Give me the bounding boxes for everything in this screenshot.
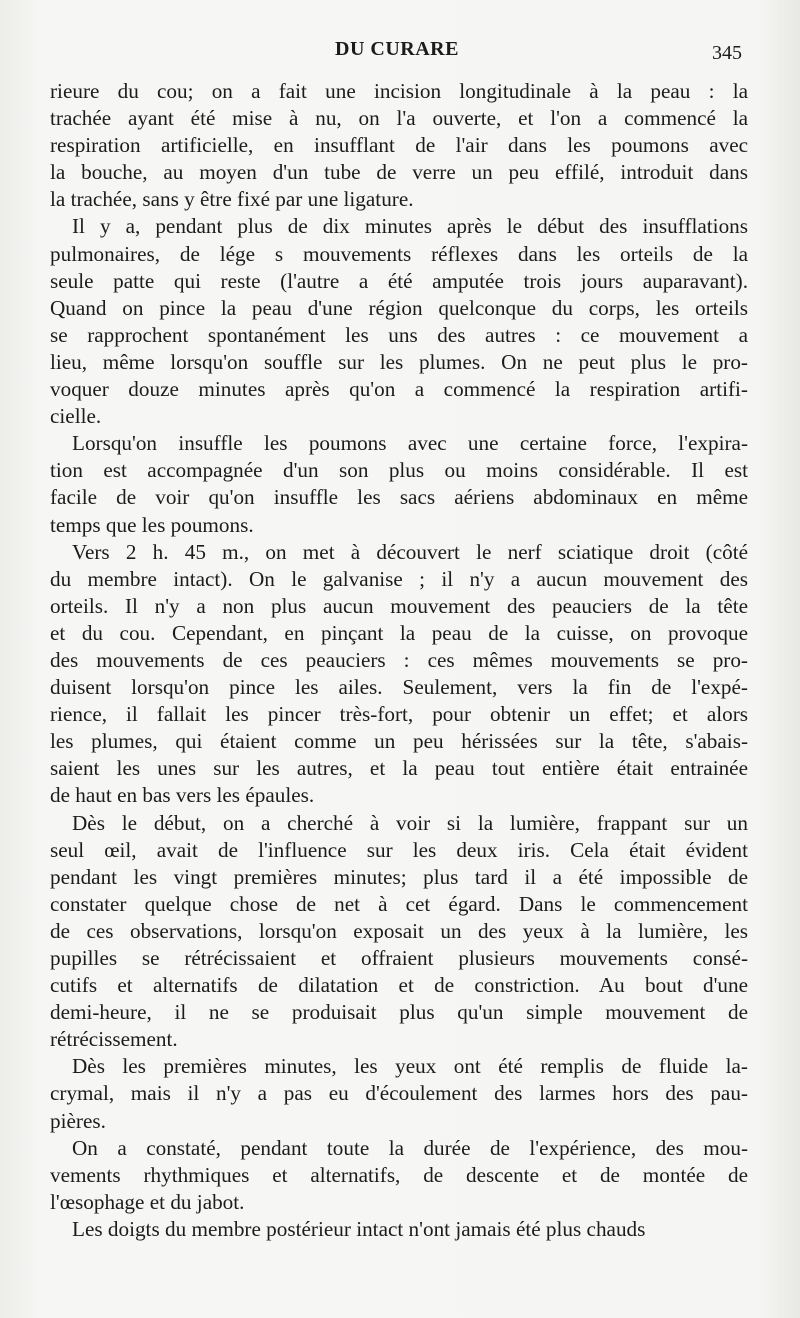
text-line: Quand on pince la peau d'une région quelconque du corps, les orteils: [50, 295, 748, 320]
text-line: les plumes, qui étaient comme un peu hérissées sur la tête, s'abais-: [50, 729, 748, 754]
text-line: et du cou. Cependant, en pinçant la peau de la cuisse, on provoque: [50, 620, 748, 645]
text-line: pendant les vingt premières minutes; plus tard il a été impossible de: [50, 864, 748, 889]
paragraph: [50, 430, 748, 538]
page-number: 345: [712, 42, 742, 64]
text-line: constater quelque chose de net à cet égard. Dans le commencement: [50, 891, 748, 916]
text-line: de haut en bas vers les épaules.: [50, 783, 315, 808]
text-line: duisent lorsqu'on pince les ailes. Seulement, vers la fin de l'expé-: [50, 675, 748, 700]
text-line: rieure du cou; on a fait une incision longitudinale à la peau : la: [50, 79, 748, 103]
paragraph: [50, 1053, 748, 1134]
text-line: la bouche, au moyen d'un tube de verre un peu effilé, introduit dans: [50, 160, 748, 185]
text-line: On a constaté, pendant toute la durée de l'expérience, des mou-: [72, 1135, 748, 1160]
text-line: des mouvements de ces peauciers : ces mêmes mouvements se pro-: [50, 647, 748, 672]
text-line: Vers 2 h. 45 m., on met à découvert le nerf sciatique droit (côté: [72, 539, 748, 564]
paragraph: [50, 1216, 748, 1243]
text-line: du membre intact). On le galvanise ; il n'y a aucun mouvement des: [50, 566, 748, 591]
text-line: de ces observations, lorsqu'on exposait un des yeux à la lumière, les: [50, 918, 748, 943]
text-line: Lorsqu'on insuffle les poumons avec une certaine force, l'expira-: [72, 431, 748, 456]
running-title: DU CURARE: [335, 38, 459, 60]
text-line: cielle.: [50, 404, 102, 429]
text-line: respiration artificielle, en insufflant de l'air dans les poumons avec: [50, 133, 748, 158]
text-line: pupilles se rétrécissaient et offraient plusieurs mouvements consé-: [50, 946, 748, 970]
text-line: tion est accompagnée d'un son plus ou moins considérable. Il est: [50, 458, 748, 483]
text-line: orteils. Il n'y a non plus aucun mouvement des peauciers de la tête: [50, 593, 748, 618]
text-line: Dès le début, on a cherché à voir si la lumière, frappant sur un: [72, 810, 748, 835]
paragraph: [50, 810, 748, 1054]
text-line: facile de voir qu'on insuffle les sacs aériens abdominaux en même: [50, 485, 748, 510]
text-line: Les doigts du membre postérieur intact n'ont jamais été plus chauds: [72, 1216, 646, 1241]
text-line: seul œil, avait de l'influence sur les deux iris. Cela était évident: [50, 837, 748, 862]
text-line: l'œsophage et du jabot.: [50, 1189, 245, 1214]
text-line: la trachée, sans y être fixé par une ligature.: [50, 187, 414, 212]
text-line: se rapprochent spontanément les uns des autres : ce mouvement a: [50, 322, 748, 347]
text-line: cutifs et alternatifs de dilatation et de constriction. Au bout d'une: [50, 973, 748, 998]
body-text: [50, 78, 748, 1243]
paragraph: [50, 78, 748, 213]
text-line: rience, il fallait les pincer très-fort, pour obtenir un effet; et alors: [50, 702, 748, 727]
text-line: vements rhythmiques et alternatifs, de descente et de montée de: [50, 1162, 748, 1187]
text-line: Il y a, pendant plus de dix minutes après le début des insufflations: [72, 214, 748, 239]
text-line: Dès les premières minutes, les yeux ont été remplis de fluide la-: [72, 1054, 748, 1079]
text-line: rétrécissement.: [50, 1027, 178, 1052]
paragraph: [50, 539, 748, 810]
text-line: voquer douze minutes après qu'on a commencé la respiration artifi-: [50, 377, 748, 402]
text-line: temps que les poumons.: [50, 512, 254, 537]
text-line: pulmonaires, de lége s mouvements réflexes dans les orteils de la: [50, 241, 748, 266]
text-line: lieu, même lorsqu'on souffle sur les plumes. On ne peut plus le pro-: [50, 349, 748, 374]
text-line: pières.: [50, 1108, 106, 1133]
paragraph: [50, 213, 748, 430]
page-header: [0, 38, 800, 68]
paragraph: [50, 1135, 748, 1216]
text-line: seule patte qui reste (l'autre a été amputée trois jours auparavant).: [50, 268, 748, 293]
text-line: trachée ayant été mise à nu, on l'a ouverte, et l'on a commencé la: [50, 106, 748, 131]
text-line: saient les unes sur les autres, et la peau tout entière était entrainée: [50, 756, 748, 781]
text-line: demi-heure, il ne se produisait plus qu'un simple mouvement de: [50, 1000, 748, 1025]
text-line: crymal, mais il n'y a pas eu d'écoulement des larmes hors des pau-: [50, 1081, 748, 1106]
